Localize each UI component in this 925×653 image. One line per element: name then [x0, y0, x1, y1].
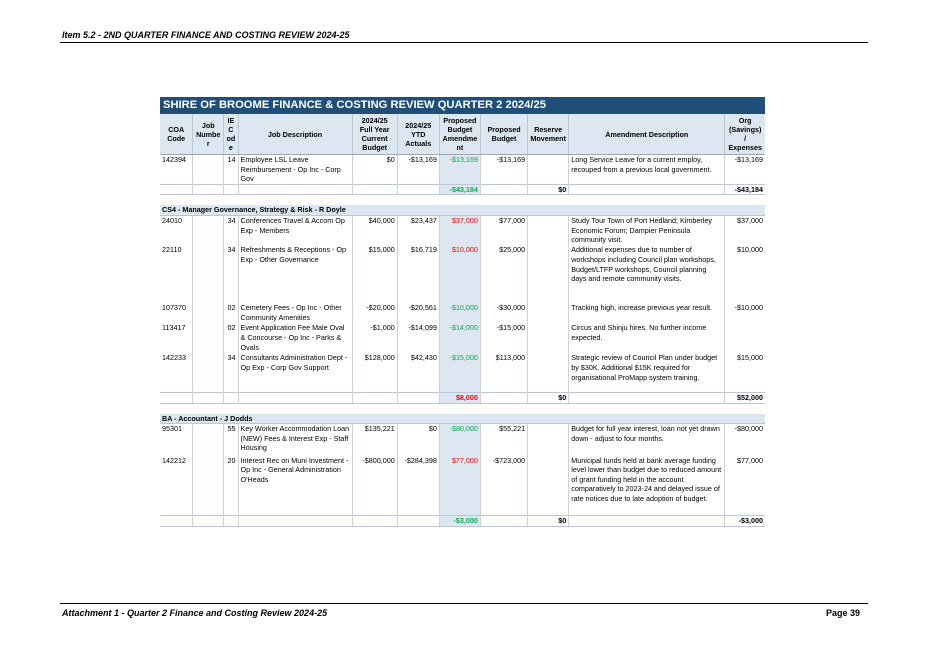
reserve-movement	[528, 303, 569, 323]
current-budget: -$1,000	[352, 323, 397, 353]
proposed-amendment: -$15,000	[439, 353, 480, 392]
amendment-description: Budget for full year interest, loan not yet drawn down - adjust to four months.	[569, 424, 725, 456]
section-header	[160, 414, 765, 424]
current-budget: $40,000	[352, 215, 397, 245]
current-budget: -$800,000	[352, 456, 397, 516]
ie-code: 02	[224, 323, 238, 353]
coa-code: 113417	[162, 323, 186, 333]
amendment-description: Municipal funds held at bank average funding level lower than budget due to reduced amount of grant funding held in the account comparatively to 2023-24 and delayed issue of rate notices due to late adoption of budget.	[569, 456, 725, 516]
subtotal-org: -$3,000	[725, 516, 765, 527]
reserve-movement	[528, 245, 569, 303]
proposed-budget: $25,000	[480, 245, 527, 303]
section-title: CS4 - Manager Governance, Strategy & Risk - R Doyle	[160, 205, 352, 215]
proposed-budget: $55,221	[480, 424, 527, 456]
proposed-budget: -$13,169	[480, 155, 527, 185]
job-description: Employee LSL Leave Reimbursement - Op Inc - Corp Gov	[238, 155, 352, 185]
col-amendment-description: Amendment Description	[569, 114, 725, 155]
table-title: SHIRE OF BROOME FINANCE & COSTING REVIEW QUARTER 2 2024/25	[160, 97, 765, 114]
amendment-description: Additional expenses due to number of workshops including Council plan workshops, Budget/LTFP workshops, Council planning days and remote community visits.	[569, 245, 725, 303]
org-savings-expenses	[725, 323, 765, 353]
subtotal-reserve: $0	[528, 184, 569, 195]
table-row	[160, 245, 765, 303]
coa-code: 142212	[162, 455, 186, 465]
reserve-movement	[528, 323, 569, 353]
spacer-row	[160, 403, 765, 414]
ytd-actuals: $16,719	[397, 245, 439, 303]
proposed-budget: -$15,000	[480, 323, 527, 353]
page-footer: Attachment 1 - Quarter 2 Finance and Costing Review 2024-25	[62, 608, 328, 618]
amendment-description: Long Service Leave for a current employ, recouped from a previous local government.	[569, 155, 725, 185]
coa-code: 22110	[162, 245, 182, 255]
coa-code: 95301	[162, 424, 182, 434]
ytd-actuals: $42,430	[397, 353, 439, 392]
coa-code: 24010	[162, 215, 182, 225]
job-description: Conferences Travel & Accom Op Exp - Members	[238, 215, 352, 245]
job-description: Key Worker Accommodation Loan (NEW) Fees & Interest Exp - Staff Housing	[238, 424, 352, 456]
col-proposed-budget: Proposed Budget	[480, 114, 527, 155]
col-reserve-movement: Reserve Movement	[528, 114, 569, 155]
subtotal-row	[160, 184, 765, 195]
ytd-actuals: $23,437	[397, 215, 439, 245]
subtotal-org: -$43,184	[725, 184, 765, 195]
proposed-amendment: $37,000	[439, 215, 480, 245]
job-number	[193, 245, 224, 303]
ytd-actuals: -$13,169	[397, 155, 439, 185]
org-savings-expenses: -$80,000	[725, 424, 765, 456]
ie-code: 34	[224, 215, 238, 245]
ie-code: 14	[224, 155, 238, 185]
amendment-description: Tracking high, increase previous year result.	[569, 303, 725, 323]
footer-rule	[60, 603, 868, 604]
job-description: Refreshments & Receptions - Op Exp - Other Governance	[238, 245, 352, 303]
reserve-movement	[528, 424, 569, 456]
table-row	[160, 353, 765, 392]
proposed-amendment: -$10,000	[439, 303, 480, 323]
proposed-amendment: $10,000	[439, 245, 480, 303]
spacer-row	[160, 195, 765, 206]
amendment-description: Study Tour Town of Port Hedland; Kimberley Economic Forum; Dampier Peninsula community visit.	[569, 215, 725, 245]
section-title: BA - Accountant - J Dodds	[160, 414, 352, 424]
reserve-movement	[528, 353, 569, 392]
current-budget: $0	[352, 155, 397, 185]
col-job-number: Job Number	[193, 114, 224, 155]
table-row	[160, 215, 765, 245]
ytd-actuals: -$14,099	[397, 323, 439, 353]
coa-code: 107370	[162, 303, 186, 313]
org-savings-expenses: $77,000	[725, 456, 765, 516]
job-number	[193, 155, 224, 185]
col-coa-code: COA Code	[160, 114, 193, 155]
ytd-actuals: -$284,398	[397, 456, 439, 516]
job-description: Consultants Administration Dept - Op Exp - Corp Gov Support	[238, 353, 352, 392]
job-number	[193, 353, 224, 392]
finance-review-sheet	[160, 97, 765, 527]
job-description: Interest Rec on Muni Investment - Op Inc - General Administration O'Heads	[238, 456, 352, 516]
col-org-savings-expenses: Org (Savings) / Expenses	[725, 114, 765, 155]
subtotal-reserve: $0	[528, 516, 569, 527]
subtotal-amendment: $8,000	[439, 392, 480, 403]
table-row	[160, 424, 765, 456]
job-number	[193, 323, 224, 353]
proposed-amendment: -$80,000	[439, 424, 480, 456]
proposed-budget: $77,000	[480, 215, 527, 245]
amendment-description: Strategic review of Council Plan under budget by $30K. Additional $15K required for organisational ProMapp system training.	[569, 353, 725, 392]
proposed-budget: -$30,000	[480, 303, 527, 323]
job-number	[193, 424, 224, 456]
job-description: Event Application Fee Male Oval & Concourse - Op Inc - Parks & Ovals	[238, 323, 352, 353]
table-row	[160, 323, 765, 353]
org-savings-expenses: -$13,169	[725, 155, 765, 185]
col-current-budget: 2024/25 Full Year Current Budget	[352, 114, 397, 155]
ie-code: 34	[224, 353, 238, 392]
section-header	[160, 205, 765, 215]
col-ie-code: IE Code	[224, 114, 238, 155]
current-budget: $15,000	[352, 245, 397, 303]
proposed-budget: $113,000	[480, 353, 527, 392]
subtotal-row	[160, 392, 765, 403]
reserve-movement	[528, 155, 569, 185]
header-row	[160, 114, 765, 155]
org-savings-expenses: $37,000	[725, 215, 765, 245]
ie-code: 20	[224, 456, 238, 516]
table-row	[160, 303, 765, 323]
amendment-description: Circus and Shinju hires. No further income expected.	[569, 323, 725, 353]
job-number	[193, 303, 224, 323]
proposed-amendment: -$13,169	[439, 155, 480, 185]
proposed-amendment: $77,000	[439, 456, 480, 516]
current-budget: $135,221	[352, 424, 397, 456]
proposed-budget: -$723,000	[480, 456, 527, 516]
col-job-description: Job Description	[238, 114, 352, 155]
job-number	[193, 215, 224, 245]
col-proposed-amendment: Proposed Budget Amendment	[439, 114, 480, 155]
org-savings-expenses: -$10,000	[725, 303, 765, 323]
ytd-actuals: $0	[397, 424, 439, 456]
header-rule	[60, 42, 868, 43]
org-savings-expenses: $10,000	[725, 245, 765, 303]
ytd-actuals: -$20,561	[397, 303, 439, 323]
current-budget: $128,000	[352, 353, 397, 392]
current-budget: -$20,000	[352, 303, 397, 323]
subtotal-amendment: -$43,184	[439, 184, 480, 195]
table-row	[160, 155, 765, 185]
job-number	[193, 456, 224, 516]
coa-code: 142233	[162, 353, 186, 363]
reserve-movement	[528, 456, 569, 516]
coa-code: 142394	[162, 155, 186, 164]
subtotal-amendment: -$3,000	[439, 516, 480, 527]
col-ytd-actuals: 2024/25 YTD Actuals	[397, 114, 439, 155]
proposed-amendment: -$14,000	[439, 323, 480, 353]
ie-code: 02	[224, 303, 238, 323]
page-number: Page 39	[826, 608, 861, 618]
page-header: Item 5.2 - 2ND QUARTER FINANCE AND COSTING REVIEW 2024-25	[62, 30, 350, 40]
ie-code: 34	[224, 245, 238, 303]
subtotal-row	[160, 516, 765, 527]
reserve-movement	[528, 215, 569, 245]
org-savings-expenses: $15,000	[725, 353, 765, 392]
subtotal-reserve: $0	[528, 392, 569, 403]
finance-table	[160, 114, 765, 527]
subtotal-org: $52,000	[725, 392, 765, 403]
job-description: Cemetery Fees - Op Inc - Other Community Amenities	[238, 303, 352, 323]
ie-code: 55	[224, 424, 238, 456]
table-row	[160, 456, 765, 516]
